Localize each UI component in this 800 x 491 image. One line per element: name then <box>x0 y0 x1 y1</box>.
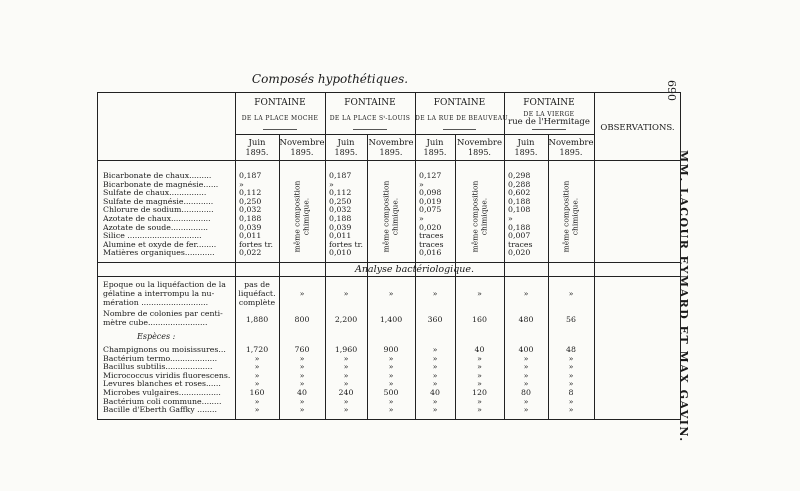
bact-label: gélatine a interrompu la nu- <box>103 290 215 298</box>
date-header: Novembre <box>457 138 502 148</box>
bact-value: complète <box>238 298 276 307</box>
species-value: » <box>388 379 394 389</box>
species-value: » <box>254 370 260 380</box>
chemical-label: Sulfate de chaux............... <box>103 189 207 198</box>
species-value: » <box>343 353 349 363</box>
chemical-value: 0,250 <box>239 196 262 206</box>
species-value: » <box>523 370 529 380</box>
bact-value: » <box>388 289 394 298</box>
date-header: Novembre <box>279 138 325 148</box>
species-value: » <box>432 353 438 363</box>
species-label: Champignons ou moisissures... <box>103 346 226 354</box>
page-title: Composés hypothétiques. <box>251 72 409 86</box>
species-value: 48 <box>566 345 576 354</box>
chemical-value: 0,108 <box>508 205 531 215</box>
fountain-underline <box>263 129 297 130</box>
chemical-value: » <box>329 179 334 189</box>
same-composition-text: chimique. <box>301 197 310 236</box>
species-value: » <box>343 379 349 389</box>
chemical-value: » <box>419 179 424 189</box>
species-value: » <box>299 353 305 363</box>
chemical-value: 0,188 <box>239 214 262 223</box>
chemical-value: 0,007 <box>508 231 531 241</box>
species-value: 1,960 <box>334 345 358 354</box>
species-value: » <box>568 362 574 372</box>
colony-count: 800 <box>294 315 310 324</box>
chemical-value: 0,188 <box>329 214 352 223</box>
date-header: Juin <box>517 138 535 148</box>
date-year: 1895. <box>245 148 269 157</box>
species-value: » <box>343 370 349 380</box>
same-composition-note <box>563 177 580 257</box>
chemical-value: 0,019 <box>419 196 442 206</box>
header-divider <box>97 160 681 161</box>
section-title: Analyse bactériologique. <box>354 264 475 275</box>
fountain-name: FONTAINE <box>254 98 306 108</box>
species-value: » <box>343 362 349 372</box>
species-value: » <box>568 370 574 380</box>
species-value: » <box>568 405 574 415</box>
species-value: » <box>388 405 394 415</box>
species-value: » <box>432 362 438 372</box>
species-value: » <box>477 353 482 363</box>
fountain-underline <box>532 129 566 130</box>
chemical-label: Sulfate de magnésie............ <box>103 197 214 206</box>
chemical-value: 0,010 <box>329 248 352 258</box>
chemical-value: 0,016 <box>419 248 442 258</box>
same-composition-text: chimique. <box>570 197 579 236</box>
species-value: » <box>432 370 438 380</box>
chemical-value: 0,032 <box>239 205 262 215</box>
page-number: 690 <box>665 80 678 101</box>
species-value: » <box>254 396 260 406</box>
species-value: » <box>432 345 438 354</box>
date-header: Juin <box>248 138 266 148</box>
species-value: » <box>568 379 574 389</box>
species-value: 1,720 <box>245 345 269 354</box>
species-value: » <box>523 362 529 372</box>
species-value: 40 <box>430 388 440 397</box>
chemical-value: » <box>508 214 513 223</box>
date-header: Novembre <box>368 138 414 148</box>
date-year: 1895. <box>514 148 538 157</box>
chemical-value: traces <box>419 231 444 241</box>
species-value: » <box>523 353 529 363</box>
same-composition-text: même composition <box>561 180 571 253</box>
date-year: 1895. <box>559 148 583 157</box>
species-value: » <box>388 353 394 363</box>
chemical-value: 0,250 <box>329 196 352 206</box>
chemical-label: Silice .............................. <box>103 232 202 241</box>
colony-count: 1,400 <box>379 315 403 324</box>
date-year: 1895. <box>468 148 491 157</box>
chemical-label: Bicarbonate de magnésie...... <box>103 180 219 189</box>
data-table <box>97 92 681 420</box>
bact-value: pas de <box>244 280 270 289</box>
same-composition-text: même composition <box>292 180 302 253</box>
species-value: » <box>477 405 482 415</box>
species-value: 400 <box>518 345 534 354</box>
chemical-value: 0,039 <box>329 222 352 232</box>
chemical-label: Azotate de chaux................ <box>103 215 211 223</box>
fountain-name: FONTAINE <box>523 98 575 108</box>
species-value: » <box>388 370 394 380</box>
chemical-value: fortes tr. <box>329 239 364 249</box>
species-value: » <box>477 370 482 380</box>
bact-label: Nombre de colonies par centi- <box>103 310 223 318</box>
species-label: Micrococcus viridis fluorescens. <box>103 371 231 380</box>
species-value: » <box>432 396 438 406</box>
chemical-label: Matières organiques............ <box>103 249 215 258</box>
same-composition-note <box>471 177 488 257</box>
chemical-label: Chlorure de sodium............. <box>103 206 214 215</box>
colony-count: 160 <box>472 315 487 324</box>
species-label: Microbes vulgaires................. <box>103 389 221 397</box>
bact-label: mètre cube........................ <box>103 319 208 327</box>
species-value: » <box>523 405 529 415</box>
chemical-value: 0,112 <box>239 188 262 198</box>
species-value: » <box>523 396 529 406</box>
species-value: » <box>477 362 482 372</box>
bact-label: mération ........................... <box>103 299 209 307</box>
species-value: » <box>299 370 305 380</box>
column-divider <box>594 92 595 420</box>
section-divider <box>97 276 681 277</box>
species-value: 500 <box>383 388 399 397</box>
species-value: 8 <box>568 388 574 397</box>
chemical-value: 0,187 <box>239 171 262 180</box>
chemical-value: 0,022 <box>239 248 262 258</box>
same-composition-text: même composition <box>470 180 479 253</box>
colony-count: 56 <box>566 315 576 324</box>
same-composition-text: chimique. <box>390 197 399 236</box>
observations-header: OBSERVATIONS. <box>600 123 675 133</box>
chemical-value: traces <box>419 239 444 249</box>
bact-value: » <box>523 289 529 298</box>
species-value: 40 <box>474 345 485 354</box>
species-value: 900 <box>383 345 399 354</box>
chemical-value: fortes tr. <box>239 239 274 249</box>
species-value: » <box>254 379 260 389</box>
species-value: » <box>568 396 574 406</box>
chemical-value: 0,188 <box>508 196 531 206</box>
date-year: 1895. <box>423 148 447 157</box>
colony-count: 2,200 <box>334 315 358 324</box>
species-value: 160 <box>249 388 265 397</box>
fountain-name: FONTAINE <box>344 98 396 108</box>
fountain-name: FONTAINE <box>433 98 486 108</box>
species-value: » <box>432 405 438 415</box>
species-value: 40 <box>297 388 307 397</box>
bact-value: » <box>343 289 349 298</box>
species-value: » <box>388 362 394 372</box>
species-value: 760 <box>294 345 310 354</box>
species-value: » <box>477 379 482 389</box>
colony-count: 1,880 <box>245 315 269 324</box>
bact-value: » <box>432 289 438 298</box>
date-header: Juin <box>337 138 355 148</box>
same-composition-text: chimique. <box>478 197 488 236</box>
bact-value: » <box>477 289 482 298</box>
chemical-label: Azotate de soude............... <box>103 223 209 232</box>
chemical-value: 0,098 <box>419 188 442 198</box>
species-value: » <box>343 405 349 415</box>
species-value: » <box>343 396 349 406</box>
chemical-value: » <box>419 214 424 223</box>
fountain-location: DE LA PLACE MOCHE <box>241 115 319 122</box>
chemical-label: Alumine et oxyde de fer........ <box>103 240 217 249</box>
chemical-value: 0,187 <box>329 171 352 180</box>
date-year: 1895. <box>290 148 314 157</box>
species-value: 80 <box>521 388 531 397</box>
species-value: » <box>254 362 260 372</box>
species-label: Bactérium termo................... <box>103 354 218 363</box>
species-value: » <box>254 405 260 415</box>
chemical-label: Bicarbonate de chaux......... <box>103 172 212 180</box>
fountain-location: DE LA VIERGE <box>523 111 575 118</box>
fountain-underline <box>443 129 476 130</box>
chemical-value: 0,011 <box>329 231 352 241</box>
colony-count: 360 <box>427 315 443 324</box>
species-value: » <box>254 353 260 363</box>
date-year: 1895. <box>334 148 358 157</box>
chemical-value: 0,039 <box>239 222 262 232</box>
chemical-value: 0,020 <box>508 248 531 258</box>
species-value: » <box>299 379 305 389</box>
same-composition-text: même composition <box>381 180 391 253</box>
species-value: » <box>477 396 482 406</box>
species-value: 120 <box>472 388 487 397</box>
running-head: MM. LACOUR EYMARD ET MAX GAVIN. <box>677 150 690 443</box>
header-divider <box>235 134 594 135</box>
date-year: 1895. <box>379 148 403 157</box>
same-composition-note <box>294 177 311 257</box>
species-heading: Espèces : <box>137 332 176 341</box>
chemical-value: 0,127 <box>419 171 442 180</box>
section-divider <box>97 262 681 263</box>
species-label: Levures blanches et roses...... <box>103 380 221 389</box>
species-value: » <box>388 396 394 406</box>
chemical-value: 0,298 <box>508 171 531 180</box>
chemical-value: 0,288 <box>508 179 531 189</box>
species-value: » <box>299 396 305 406</box>
species-value: » <box>299 362 305 372</box>
chemical-value: 0,011 <box>239 231 262 241</box>
species-value: 240 <box>338 388 354 397</box>
chemical-value: 0,188 <box>508 222 531 232</box>
date-header: Novembre <box>548 138 594 148</box>
species-value: » <box>299 405 305 415</box>
chemical-value: 0,075 <box>419 205 442 215</box>
fountain-location-street: rue de l'Hermitage <box>508 117 590 127</box>
bact-label: Epoque ou la liquéfaction de la <box>103 281 226 289</box>
species-label: Bactérium coli commune........ <box>103 397 222 406</box>
species-value: » <box>568 353 574 363</box>
fountain-underline <box>353 129 387 130</box>
species-label: Bacillus subtilis................... <box>103 363 213 372</box>
bact-value: » <box>299 289 305 298</box>
chemical-value: 0,602 <box>508 188 531 198</box>
chemical-value: » <box>239 179 244 189</box>
colony-count: 480 <box>518 315 534 324</box>
chemical-value: 0,112 <box>329 188 352 198</box>
chemical-value: traces <box>508 239 533 249</box>
chemical-value: 0,032 <box>329 205 352 215</box>
bact-value: » <box>568 289 574 298</box>
chemical-value: 0,020 <box>419 222 442 232</box>
same-composition-note <box>383 177 400 257</box>
fountain-location: DE LA RUE DE BEAUVEAU <box>415 115 508 122</box>
bact-value: liquéfact. <box>238 289 276 298</box>
fountain-location: DE LA PLACE Sᵗ-LOUIS <box>329 115 411 122</box>
species-label: Bacille d'Eberth Gaffky ........ <box>103 406 217 415</box>
species-value: » <box>523 379 529 389</box>
date-header: Juin <box>426 138 444 148</box>
species-value: » <box>432 379 438 389</box>
